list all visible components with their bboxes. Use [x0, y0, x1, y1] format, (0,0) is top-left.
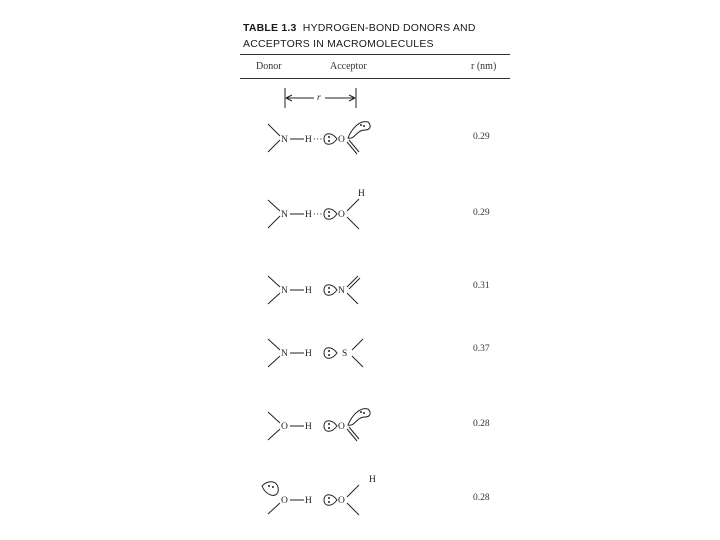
acceptor-bond-lower: [347, 293, 358, 304]
header-rule: [240, 78, 510, 79]
top-rule: [240, 54, 510, 55]
acceptor-bond-upper: [347, 199, 359, 211]
acceptor-atom: O: [338, 135, 345, 145]
lone-pair-dot: [363, 412, 365, 414]
donor-bond-upper: [268, 412, 280, 423]
lone-pair-dot: [328, 427, 330, 429]
r-value: 0.28: [473, 493, 490, 503]
header-acceptor: Acceptor: [330, 61, 367, 72]
table-title-line-1: HYDROGEN-BOND DONORS AND: [302, 22, 476, 34]
donor-bond-upper: [268, 339, 280, 350]
donor-atom: O: [281, 422, 288, 432]
table-number: TABLE 1.3: [243, 22, 297, 34]
hydrogen-atom: H: [305, 496, 312, 506]
donor-bond-lower: [268, 216, 280, 228]
acceptor-bond-lower: [347, 503, 359, 515]
r-value: 0.28: [473, 419, 490, 429]
table-title: [243, 20, 476, 52]
lone-pair-dot: [268, 485, 270, 487]
lone-pair-orbital: [324, 495, 337, 506]
structure-row-3: [260, 270, 390, 314]
donor-bond-lower: [268, 140, 280, 152]
header-r: r (nm): [471, 61, 497, 72]
donor-bond-upper: [268, 276, 280, 287]
lone-pair-dot: [328, 136, 330, 138]
lone-pair-orbital: [324, 348, 337, 359]
structure-row-4: [260, 333, 390, 377]
lone-pair-dot: [328, 291, 330, 293]
lone-pair-dot: [272, 486, 274, 488]
acceptor-atom: O: [338, 210, 345, 220]
lone-pair-orbital: [324, 209, 337, 220]
donor-bond-lower: [268, 293, 280, 304]
hbond-dots: ···: [313, 135, 323, 145]
acceptor-atom: S: [342, 349, 348, 359]
donor-atom: O: [281, 496, 288, 506]
r-value: 0.29: [473, 208, 490, 218]
acceptor-bond-lower: [347, 217, 359, 229]
lone-pair-dot: [328, 211, 330, 213]
acceptor-h: H: [358, 189, 365, 199]
lone-pair-dot: [328, 354, 330, 356]
r-value: 0.31: [473, 281, 490, 291]
acceptor-atom: O: [338, 496, 345, 506]
acceptor-h: H: [369, 475, 376, 485]
lone-pair-orbital: [324, 285, 337, 296]
header-donor: Donor: [256, 61, 282, 72]
donor-atom: N: [281, 210, 288, 220]
lone-pair-dot: [328, 423, 330, 425]
hydrogen-atom: H: [305, 135, 312, 145]
structure-row-5: [260, 402, 390, 450]
structure-row-2: [260, 186, 390, 236]
donor-atom: N: [281, 349, 288, 359]
r-value: 0.29: [473, 132, 490, 142]
donor-bond-upper: [268, 124, 280, 136]
lone-pair-dot: [328, 350, 330, 352]
acceptor-orbital: [348, 409, 370, 426]
donor-orbital: [262, 482, 278, 496]
structure-row-6: [252, 472, 392, 522]
lone-pair-dot: [360, 411, 362, 413]
lone-pair-dot: [328, 215, 330, 217]
lone-pair-dot: [328, 497, 330, 499]
hydrogen-atom: H: [305, 349, 312, 359]
acceptor-atom: N: [338, 286, 345, 296]
acceptor-orbital: [348, 122, 370, 139]
donor-atom: N: [281, 135, 288, 145]
donor-atom: N: [281, 286, 288, 296]
donor-bond-lower: [268, 356, 280, 367]
lone-pair-orbital: [324, 421, 337, 432]
lone-pair-dot: [363, 125, 365, 127]
hbond-dots: ···: [313, 210, 323, 220]
lone-pair-orbital: [324, 134, 337, 145]
acceptor-bond-upper: [347, 485, 359, 497]
lone-pair-dot: [360, 124, 362, 126]
lone-pair-dot: [328, 501, 330, 503]
distance-indicator: [280, 86, 360, 110]
hydrogen-atom: H: [305, 422, 312, 432]
acceptor-bond-upper: [352, 339, 363, 350]
acceptor-atom: O: [338, 422, 345, 432]
structure-row-1: [260, 118, 390, 162]
hydrogen-atom: H: [305, 286, 312, 296]
donor-bond-lower: [268, 429, 280, 440]
acceptor-bond-lower: [352, 356, 363, 367]
donor-bond-lower: [268, 503, 280, 514]
lone-pair-dot: [328, 287, 330, 289]
table-title-line-2: ACCEPTORS IN MACROMOLECULES: [243, 38, 434, 50]
distance-symbol: r: [317, 93, 321, 103]
hydrogen-atom: H: [305, 210, 312, 220]
r-value: 0.37: [473, 344, 490, 354]
donor-bond-upper: [268, 200, 280, 211]
lone-pair-dot: [328, 140, 330, 142]
